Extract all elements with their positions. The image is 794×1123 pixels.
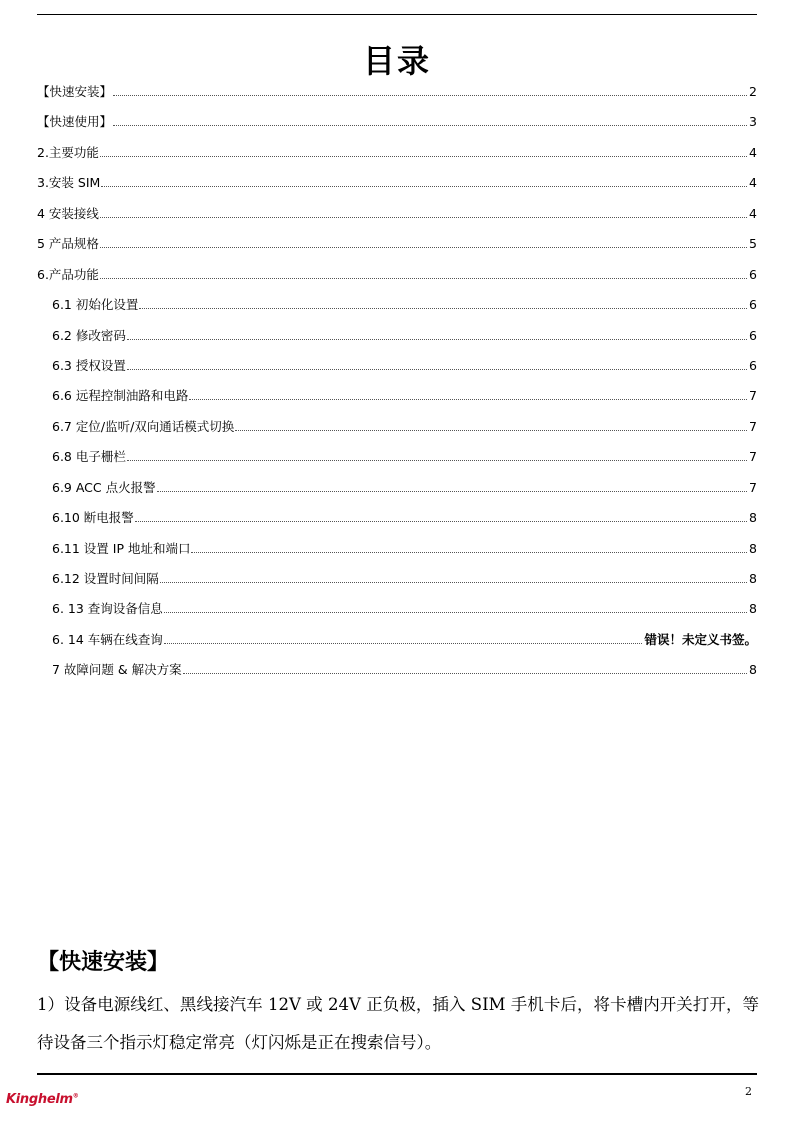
toc-entry-page: 3 (749, 114, 757, 130)
toc-leader-dots (127, 459, 747, 461)
toc-entry-page: 错误！未定义书签。 (644, 631, 757, 647)
toc-entry-page: 7 (749, 479, 757, 495)
registered-mark: ® (72, 1092, 79, 1100)
toc-entry[interactable] (37, 417, 757, 447)
toc-entry-label: 6.2 修改密码 (52, 327, 126, 343)
toc-entry-page: 8 (749, 540, 757, 556)
toc-leader-dots (100, 246, 747, 248)
toc-entry[interactable] (37, 112, 757, 142)
toc-entry[interactable] (37, 143, 757, 173)
toc-entry-page: 4 (749, 144, 757, 160)
toc-entry-page: 4 (749, 175, 757, 191)
toc-entry[interactable] (37, 82, 757, 112)
toc-entry[interactable] (37, 630, 757, 660)
toc-entry[interactable] (37, 234, 757, 264)
toc-entry-page: 6 (749, 297, 757, 313)
toc-entry[interactable] (37, 539, 757, 569)
section-heading: 【快速安装】 (37, 950, 170, 975)
toc-entry-label: 6. 13 查询设备信息 (52, 601, 163, 617)
toc-entry[interactable] (37, 386, 757, 416)
header-rule (37, 14, 757, 15)
body-paragraph: 1）设备电源线红、黑线接汽车 12V 或 24V 正负极，插入 SIM 手机卡后，将卡槽内开关打开，等待设备三个指示灯稳定常亮（灯闪烁是正在搜索信号）。 (37, 995, 759, 1052)
toc-entry-label: 3.安装 SIM (37, 175, 101, 191)
toc-leader-dots (100, 216, 747, 218)
toc-leader-dots (160, 581, 747, 583)
toc-entry-label: 6.1 初始化设置 (52, 297, 139, 313)
toc-entry-label: 【快速使用】 (37, 114, 113, 130)
toc-entry-page: 6 (749, 327, 757, 343)
toc-leader-dots (127, 338, 747, 340)
toc-entry-label: 6.9 ACC 点火报警 (52, 479, 156, 495)
toc-entry[interactable] (37, 599, 757, 629)
toc-entry-label: 【快速安装】 (37, 84, 113, 99)
toc-entry-page: 6 (749, 357, 757, 373)
toc-entry-label: 6.11 设置 IP 地址和端口 (52, 540, 191, 556)
toc-entry[interactable] (37, 265, 757, 295)
toc-leader-dots (189, 398, 747, 400)
toc-entry[interactable] (37, 356, 757, 386)
brand-logo (6, 1092, 78, 1107)
toc-entry-label: 6. 14 车辆在线查询 (52, 631, 163, 647)
page-number: 2 (745, 1085, 752, 1098)
toc-leader-dots (101, 185, 747, 187)
toc-leader-dots (100, 277, 747, 279)
toc-entry[interactable] (37, 173, 757, 203)
toc-entry-label: 6.8 电子栅栏 (52, 449, 126, 465)
toc-entry[interactable] (37, 204, 757, 234)
toc-leader-dots (164, 611, 747, 613)
toc-entry-label: 7 故障问题 & 解决方案 (52, 662, 182, 678)
toc-entry[interactable] (37, 326, 757, 356)
toc-title: 目录 (362, 42, 431, 80)
toc-entry-label: 6.7 定位/监听/双向通话模式切换 (52, 418, 235, 434)
toc-entry-label: 6.产品功能 (37, 266, 99, 282)
toc-entry-label: 6.12 设置时间间隔 (52, 571, 159, 586)
toc-entry[interactable] (37, 508, 757, 538)
toc-entry-page: 8 (749, 601, 757, 617)
toc-leader-dots (135, 520, 747, 522)
toc-entry-page: 5 (749, 236, 757, 252)
toc-entry-label: 4 安装接线 (37, 205, 99, 221)
toc-leader-dots (235, 429, 747, 431)
toc-entry-page: 6 (749, 266, 757, 282)
toc-leader-dots (164, 642, 643, 644)
toc-entry[interactable] (37, 295, 757, 325)
toc-leader-dots (183, 672, 747, 674)
toc-entry-page: 8 (749, 510, 757, 526)
toc-entry-label: 5 产品规格 (37, 236, 99, 252)
toc-entry-page: 2 (749, 84, 757, 99)
table-of-contents (37, 82, 757, 691)
toc-leader-dots (127, 368, 747, 370)
toc-leader-dots (113, 94, 747, 96)
toc-entry[interactable] (37, 569, 757, 599)
toc-entry-page: 8 (749, 662, 757, 678)
toc-entry[interactable] (37, 447, 757, 477)
toc-entry[interactable] (37, 660, 757, 690)
toc-entry-page: 7 (749, 418, 757, 434)
toc-leader-dots (113, 124, 747, 126)
toc-entry-label: 6.3 授权设置 (52, 357, 126, 373)
toc-entry-page: 4 (749, 205, 757, 221)
toc-entry-label: 2.主要功能 (37, 144, 99, 160)
toc-leader-dots (139, 307, 747, 309)
toc-entry-label: 6.6 远程控制油路和电路 (52, 388, 189, 404)
toc-entry[interactable] (37, 478, 757, 508)
footer-rule (37, 1073, 757, 1075)
toc-leader-dots (100, 155, 747, 157)
toc-leader-dots (191, 551, 747, 553)
toc-entry-page: 7 (749, 388, 757, 404)
toc-entry-page: 7 (749, 449, 757, 465)
toc-entry-label: 6.10 断电报警 (52, 510, 134, 526)
toc-leader-dots (157, 490, 747, 492)
brand-logo-text: Kinghelm (6, 1092, 73, 1107)
toc-entry-page: 8 (749, 571, 757, 586)
